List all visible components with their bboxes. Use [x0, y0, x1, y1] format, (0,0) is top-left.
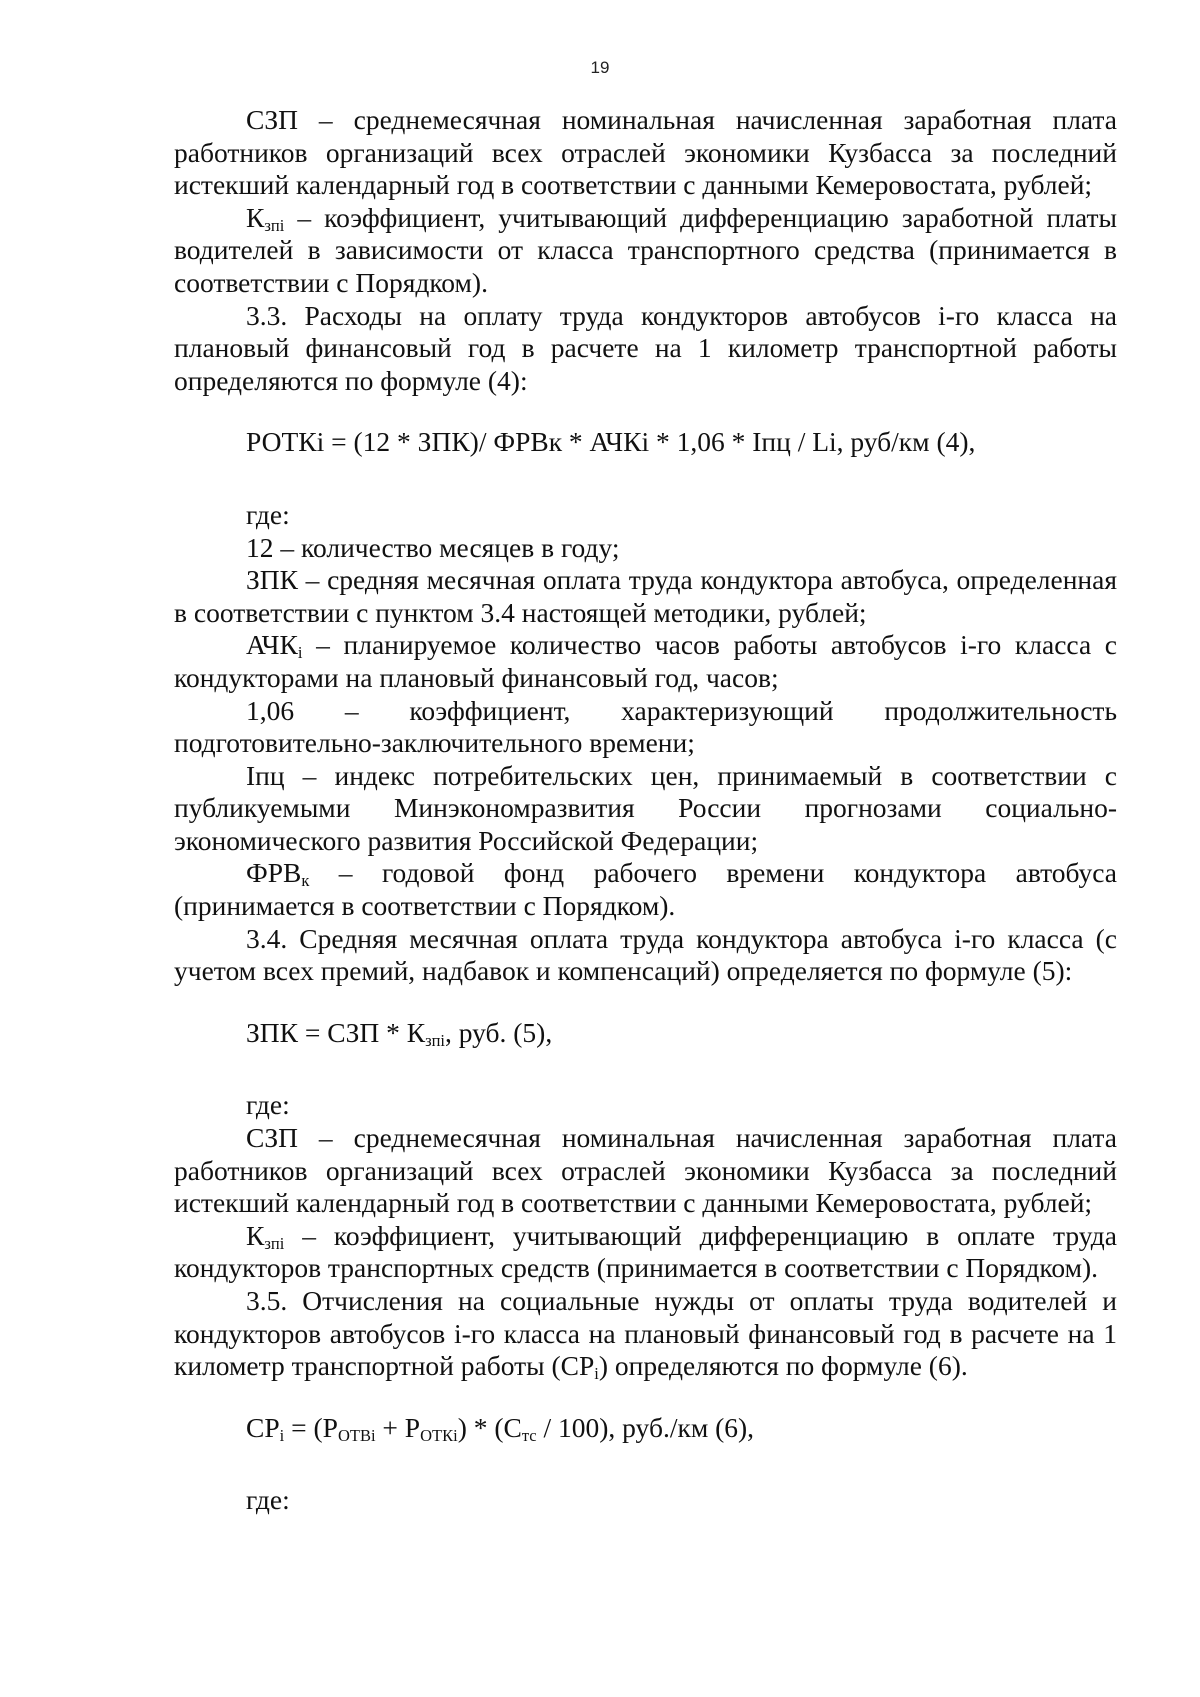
ipc-definition: Iпц – индекс потребительских цен, принимаемый в соответствии с публикуемыми Минэкономразвития России прогнозами социально-экономического развития Российской Федерации; [174, 759, 1117, 856]
kzpi-text: – коэффициент, учитывающий дифференциацию заработной платы водителей в зависимости от класса транспортного средства (принимается в соответствии с Порядком). [174, 201, 1117, 298]
kzpi-subscript: зпi [264, 215, 285, 235]
ctc-subscript: тс [521, 1425, 537, 1445]
formula-5-sub: зпi [425, 1030, 445, 1050]
formula-5 [174, 1017, 1117, 1050]
frv-definition [174, 857, 1117, 922]
zpk-definition: ЗПК – средняя месячная оплата труда кондуктора автобуса, определенная в соответствии с пунктом 3.4 настоящей методики, рублей; [174, 564, 1117, 628]
kzpi-symbol: К [246, 201, 265, 233]
formula-5-post: , руб. (5), [445, 1016, 553, 1048]
where-label-2: где: [246, 1089, 290, 1121]
formula-6-tail: / 100), руб./км (6), [536, 1411, 755, 1443]
formula-6-plus: + Р [375, 1411, 421, 1443]
paragraph-3-3: 3.3. Расходы на оплату труда кондукторов автобусов i-го класса на плановый финансовый год в расчете на 1 километр транспортной работы определяются по формуле (4): [174, 299, 1117, 396]
achk-definition [174, 629, 1117, 694]
frv-text: – годовой фонд рабочего времени кондуктора автобуса (принимается в соответствии с Порядком). [174, 857, 1117, 922]
kzpi-definition-2 [174, 1220, 1117, 1285]
frv-subscript: к [301, 871, 310, 891]
formula-6-eq: = (Р [284, 1411, 338, 1443]
p35-sub: i [594, 1364, 599, 1384]
p35-pre: 3.5. Отчисления на социальные нужды от оплаты труда водителей и кондукторов автобусов i-го класса на плановый финансовый год в расчете на 1 километр транспортной работы (СР [174, 1285, 1117, 1382]
formula-6 [174, 1412, 1117, 1445]
potk-subscript: ОТКi [420, 1425, 458, 1445]
kzpi-text-2: – коэффициент, учитывающий дифференциацию в оплате труда кондукторов транспортных средств (принимается в соответствии с Порядком). [174, 1219, 1117, 1284]
coef-definition: 1,06 – коэффициент, характеризующий продолжительность подготовительно-заключительного времени; [174, 694, 1117, 759]
achk-symbol: АЧК [246, 629, 298, 661]
kzpi-subscript-2: зпi [264, 1233, 285, 1253]
potv-subscript: ОТВi [337, 1425, 376, 1445]
where-label-3: где: [246, 1484, 290, 1516]
kzpi-symbol-2: К [246, 1219, 265, 1251]
achk-text: – планируемое количество часов работы автобусов i-го класса с кондукторами на плановый финансовый год, часов; [174, 629, 1117, 693]
p35-post: ) определяются по формуле (6). [598, 1350, 968, 1382]
page-number: 19 [590, 58, 610, 77]
formula-5-pre: ЗПК = СЗП * К [246, 1016, 426, 1048]
formula-4: РОТКi = (12 * ЗПК)/ ФРВк * АЧКi * 1,06 * Iпц / Li, руб/км (4), [246, 426, 976, 458]
achk-subscript: i [297, 643, 303, 663]
paragraph-3-5 [174, 1285, 1117, 1383]
szp-definition: СЗП – среднемесячная номинальная начисленная заработная плата работников организаций всех отраслей экономики Кузбасса за последний истекший календарный год в соответствии с данными Кемеровостата, рублей; [174, 104, 1117, 201]
cr-symbol: СР [246, 1411, 280, 1443]
document-body [174, 104, 1117, 1517]
cr-subscript: i [279, 1425, 285, 1445]
paragraph-3-4: 3.4. Средняя месячная оплата труда кондуктора автобуса i-го класса (с учетом всех премий, надбавок и компенсаций) определяется по формуле (5): [174, 922, 1117, 987]
szp-definition-2: СЗП – среднемесячная номинальная начисленная заработная плата работников организаций всех отраслей экономики Кузбасса за последний истекший календарный год в соответствии с данными Кемеровостата, рублей; [174, 1122, 1117, 1219]
where-label: где: [246, 498, 290, 530]
kzpi-definition [174, 202, 1117, 300]
frv-symbol: ФРВ [246, 857, 302, 889]
months-definition: 12 – количество месяцев в году; [246, 531, 620, 563]
formula-6-mul: ) * (С [457, 1411, 522, 1443]
